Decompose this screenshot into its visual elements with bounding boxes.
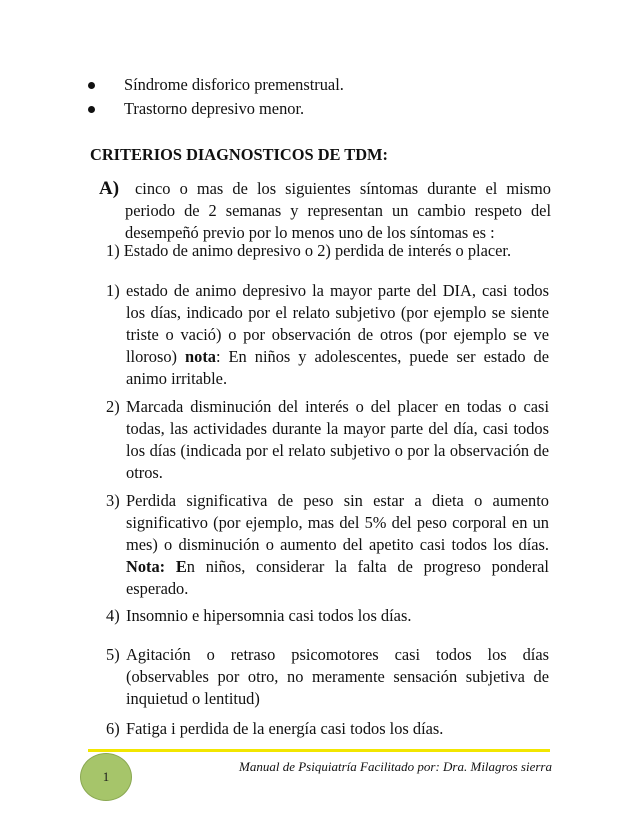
section-heading: CRITERIOS DIAGNOSTICOS DE TDM: — [90, 145, 388, 164]
list-item — [88, 73, 558, 97]
item-text: Agitación o retraso psicomotores casi todos los días (observables por otro, no meramente sensación subjetiva de inquietud o lentitud) — [126, 645, 549, 708]
symptom-item — [106, 718, 549, 740]
footer-text: Manual de Psiquiatría Facilitado por: Dra. Milagros sierra — [239, 759, 552, 774]
bullet-icon — [88, 82, 95, 89]
criterion-text: cinco o mas de los siguientes síntomas durante el mismo periodo de 2 semanas y representan un cambio respeto del desempeñó previo por lo menos uno de los síntomas es : — [125, 179, 551, 242]
item-text — [106, 490, 549, 600]
item-number: 1) — [106, 281, 120, 300]
note-text: n niños, considerar la falta de progreso ponderal esperado. — [126, 557, 549, 598]
item-number: 2) — [106, 397, 120, 416]
note-text: : En niños y adolescentes, puede ser estado de animo irritable. — [126, 347, 549, 388]
symptom-item — [106, 605, 549, 627]
note-label: nota — [185, 347, 216, 366]
bullet-icon — [88, 106, 95, 113]
bullet-text: Síndrome disforico premenstrual. — [124, 75, 344, 94]
symptom-item — [106, 396, 549, 484]
symptom-item — [106, 644, 549, 710]
page-number-badge — [80, 753, 132, 801]
item-number: 4) — [106, 606, 120, 625]
list-item — [88, 97, 558, 121]
page-number: 1 — [102, 769, 110, 784]
bullet-list — [88, 73, 558, 121]
item-number: 3) — [106, 491, 120, 510]
item-text: Insomnio e hipersomnia casi todos los días. — [126, 606, 412, 625]
item-text: Fatiga i perdida de la energía casi todos los días. — [126, 719, 444, 738]
bullet-text: Trastorno depresivo menor. — [124, 99, 305, 118]
item-number: 6) — [106, 719, 120, 738]
footer-divider — [88, 749, 550, 752]
item-body: Perdida significativa de peso sin estar a dieta o aumento significativo (por ejemplo, mas del 5% del peso corporal en un mes) o disminución o aumento del apetito casi todos los días. — [126, 491, 549, 554]
item-text — [106, 280, 549, 390]
item-body: estado de animo depresivo la mayor parte del DIA, casi todos los días, indicado por el relato subjetivo (por ejemplo se siente triste o vació) o por observación de otros (por ejemplo se ve lloroso) — [126, 281, 549, 366]
criterion-a — [99, 178, 551, 244]
symptom-item — [106, 490, 549, 600]
note-label: Nota: E — [126, 557, 187, 576]
item-number: 5) — [106, 645, 120, 664]
item-text: Marcada disminución del interés o del placer en todas o casi todas, las actividades durante la mayor parte del día, casi todos los días (indicada por el relato subjetivo o por la observación de otros. — [126, 397, 549, 482]
criterion-letter: A) — [99, 178, 120, 199]
core-symptoms: 1) Estado de animo depresivo o 2) perdida de interés o placer. — [106, 241, 512, 260]
symptom-item — [106, 280, 549, 390]
